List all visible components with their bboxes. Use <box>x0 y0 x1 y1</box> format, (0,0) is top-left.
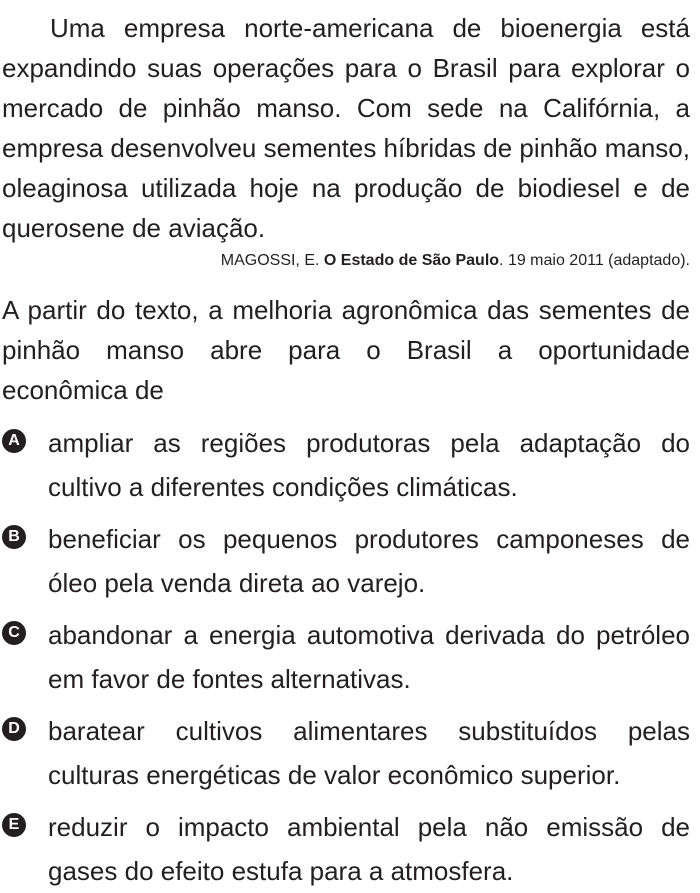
option-b[interactable] <box>2 517 690 605</box>
option-a-text: ampliar as regiões produtoras pela adaptação do cultivo a diferentes condições climáticas. <box>48 428 690 502</box>
option-e-letter-badge: E <box>2 813 26 837</box>
source-publication: O Estado de São Paulo <box>323 252 500 269</box>
option-b-text: beneficiar os pequenos produtores camponeses de óleo pela venda direta ao varejo. <box>48 524 690 598</box>
option-c-text: abandonar a energia automotiva derivada do petróleo em favor de fontes alternativas. <box>48 620 690 694</box>
option-e[interactable] <box>2 805 690 893</box>
option-d-letter-badge: D <box>2 717 26 741</box>
source-author: MAGOSSI, E. <box>220 252 324 269</box>
option-b-letter-badge: B <box>2 525 26 549</box>
source-date: . 19 maio 2011 (adaptado). <box>499 252 690 269</box>
option-d[interactable] <box>2 709 690 797</box>
source-citation <box>2 249 690 273</box>
option-a-letter-badge: A <box>2 429 26 453</box>
option-e-text: reduzir o impacto ambiental pela não emissão de gases do efeito estufa para a atmosfera. <box>48 812 690 886</box>
passage-text: Uma empresa norte-americana de bioenergia está expandindo suas operações para o Brasil para explorar o mercado de pinhão manso. Com sede na Califórnia, a empresa desenvolveu sementes híbridas de pinhão manso, oleaginosa utilizada hoje na produção de biodiesel e de querosene de aviação. <box>2 13 690 243</box>
question-stem: A partir do texto, a melhoria agronômica das sementes de pinhão manso abre para o Brasil a oportunidade econômica de <box>2 295 690 405</box>
option-c[interactable] <box>2 613 690 701</box>
option-d-text: baratear cultivos alimentares substituídos pelas culturas energéticas de valor econômico superior. <box>48 716 690 790</box>
option-a[interactable] <box>2 421 690 509</box>
answer-options <box>2 421 690 893</box>
option-c-letter-badge: C <box>2 621 26 645</box>
